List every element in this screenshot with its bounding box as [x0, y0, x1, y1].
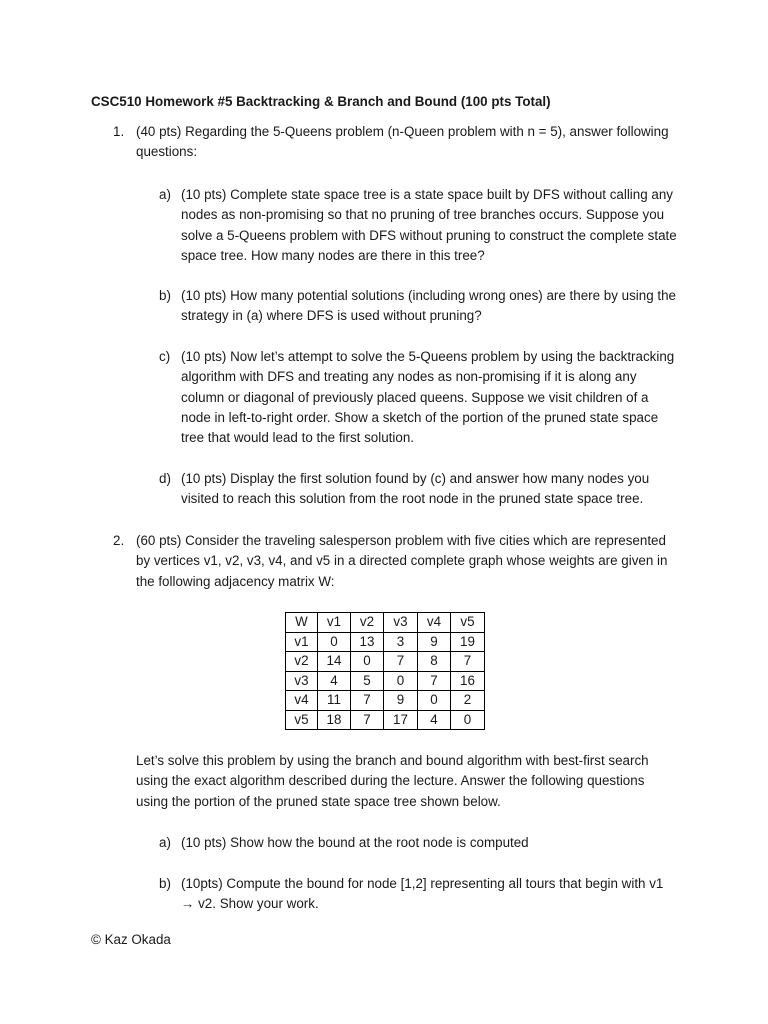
question-1d-text: (10 pts) Display the first solution found by (c) and answer how many nodes you visited to reach this solution from the root node in the pruned state space tree. [181, 471, 650, 507]
question-1a-label: a) [159, 187, 171, 202]
matrix-cell: 0 [451, 710, 485, 730]
matrix-header-cell: W [286, 613, 318, 633]
adjacency-matrix-table [285, 612, 485, 730]
matrix-cell: 7 [451, 652, 485, 672]
matrix-cell: 9 [418, 632, 451, 652]
matrix-cell: 2 [451, 691, 485, 711]
question-1-number: 1. [113, 124, 125, 139]
matrix-row-v4 [286, 691, 485, 711]
question-2-instructions: Let’s solve this problem by using the branch and bound algorithm with best-first search using the exact algorithm described during the lecture. Answer the following questions using the portion of the pruned state space tree shown below. [136, 753, 649, 809]
question-2b-label: b) [159, 876, 171, 891]
matrix-row-v3 [286, 671, 485, 691]
matrix-cell: 19 [451, 632, 485, 652]
question-2b-text: (10pts) Compute the bound for node [1,2] representing all tours that begin with v1 → v2. Show your work. [181, 876, 664, 912]
matrix-cell: 3 [384, 632, 418, 652]
question-1a-text: (10 pts) Complete state space tree is a state space built by DFS without calling any nodes as non-promising so that no pruning of tree branches occurs. Suppose you solve a 5-Queens problem with DFS without pruning to construct the complete state space tree. How many nodes are there in this tree? [181, 187, 677, 263]
matrix-cell: 5 [351, 671, 384, 691]
matrix-row-v1 [286, 632, 485, 652]
question-1b-text: (10 pts) How many potential solutions (including wrong ones) are there by using the strategy in (a) where DFS is used without pruning? [181, 288, 676, 324]
matrix-cell: 11 [318, 691, 351, 711]
matrix-cell: 7 [351, 691, 384, 711]
matrix-row-v2 [286, 652, 485, 672]
matrix-cell: 0 [384, 671, 418, 691]
matrix-cell: 4 [318, 671, 351, 691]
matrix-cell: 18 [318, 710, 351, 730]
matrix-header-cell: v5 [451, 613, 485, 633]
question-1-text: (40 pts) Regarding the 5-Queens problem (n-Queen problem with n = 5), answer following questions: [136, 124, 669, 160]
matrix-cell: 7 [351, 710, 384, 730]
matrix-cell: 7 [384, 652, 418, 672]
matrix-cell: 4 [418, 710, 451, 730]
matrix-header-cell: v3 [384, 613, 418, 633]
matrix-cell: 0 [318, 632, 351, 652]
question-2a-label: a) [159, 835, 171, 850]
page-title: CSC510 Homework #5 Backtracking & Branch and Bound (100 pts Total) [91, 94, 551, 109]
question-1d-label: d) [159, 471, 171, 486]
question-1b-label: b) [159, 288, 171, 303]
matrix-cell: 8 [418, 652, 451, 672]
matrix-cell: v5 [286, 710, 318, 730]
matrix-cell: 7 [418, 671, 451, 691]
matrix-cell: v2 [286, 652, 318, 672]
matrix-cell: 13 [351, 632, 384, 652]
question-2a-text: (10 pts) Show how the bound at the root node is computed [181, 835, 529, 850]
question-1c-label: c) [159, 349, 171, 364]
matrix-cell: 16 [451, 671, 485, 691]
question-2-number: 2. [113, 533, 125, 548]
copyright-footer: © Kaz Okada [91, 932, 171, 947]
matrix-row-v5 [286, 710, 485, 730]
matrix-cell: 9 [384, 691, 418, 711]
question-1c-text: (10 pts) Now let’s attempt to solve the 5-Queens problem by using the backtracking algorithm with DFS and treating any nodes as non-promising if it is along any column or diagonal of previously placed queens. Suppose we visit children of a node in left-to-right order. Show a sketch of the portion of the pruned state space tree that would lead to the first solution. [181, 349, 675, 446]
matrix-cell: 0 [418, 691, 451, 711]
matrix-cell: v3 [286, 671, 318, 691]
matrix-cell: 0 [351, 652, 384, 672]
matrix-header-cell: v4 [418, 613, 451, 633]
matrix-cell: v1 [286, 632, 318, 652]
matrix-header-row [286, 613, 485, 633]
question-2-text: (60 pts) Consider the traveling salesperson problem with five cities which are represented by vertices v1, v2, v3, v4, and v5 in a directed complete graph whose weights are given in the following adjacency matrix W: [136, 533, 668, 589]
matrix-cell: 14 [318, 652, 351, 672]
matrix-cell: 17 [384, 710, 418, 730]
matrix-header-cell: v1 [318, 613, 351, 633]
matrix-cell: v4 [286, 691, 318, 711]
matrix-header-cell: v2 [351, 613, 384, 633]
